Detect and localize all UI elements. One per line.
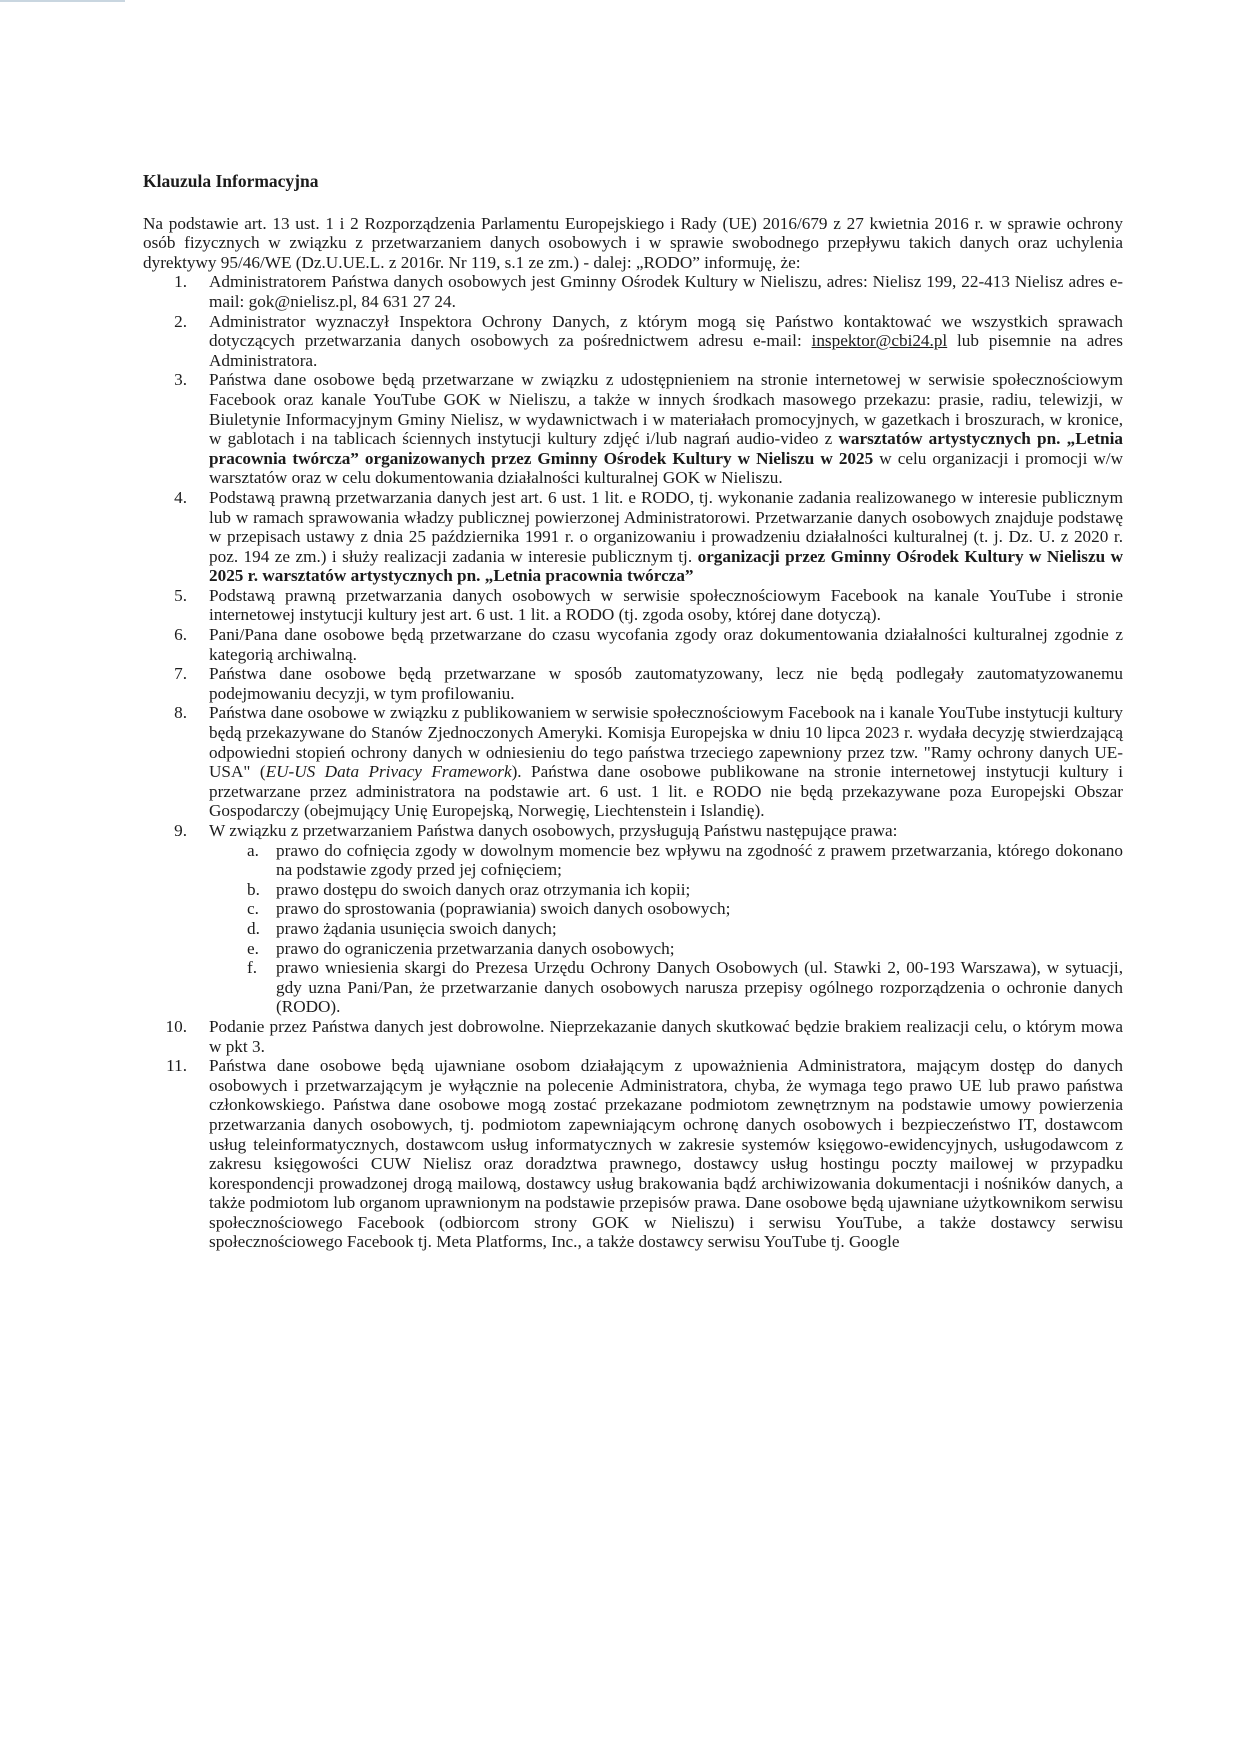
clause-item-1 <box>143 272 1123 311</box>
right-text: prawo żądania usunięcia swoich danych; <box>276 918 557 938</box>
framework-name-italic: EU-US Data Privacy Framework <box>265 762 512 782</box>
clause-text: Pani/Pana dane osobowe będą przetwarzane do czasu wycofania zgody oraz dokumentowania działalności kulturalnej zgodnie z kategorią archiwalną. <box>209 625 1123 664</box>
clause-text: ). Państwa dane osobowe publikowane na stronie internetowej instytucji kultury i przetwarzane przez administratora na podstawie art. 6 ust. 1 lit. e RODO nie będą przekazywane poza Europejski Obszar Gospodarczy (obejmujący Unię Europejską, Norwegię, Liechtenstein i Islandię). <box>209 762 1123 821</box>
right-letter: a. <box>247 840 259 860</box>
clause-item-2 <box>143 312 1123 371</box>
right-item-c <box>209 899 1123 919</box>
right-item-e <box>209 939 1123 959</box>
clause-item-11 <box>143 1056 1123 1252</box>
clause-text: Administrator wyznaczył Inspektora Ochrony Danych, z którym mogą się Państwo kontaktować we wszystkich sprawach dotyczących przetwarzania danych osobowych za pośrednictwem adresu e-mail: <box>209 311 1123 351</box>
right-text: prawo dostępu do swoich danych oraz otrzymania ich kopii; <box>276 879 691 899</box>
clause-text: W związku z przetwarzaniem Państwa danych osobowych, przysługują Państwu następujące prawa: <box>209 821 898 840</box>
clause-number: 2. <box>174 311 187 331</box>
clause-item-7 <box>143 664 1123 703</box>
right-item-d <box>209 919 1123 939</box>
clause-text: Podstawą prawną przetwarzania danych jest art. 6 ust. 1 lit. e RODO, tj. wykonanie zadania realizowanego w interesie publicznym lub w ramach sprawowania władzy publicznej powierzonej Administratorowi. Przetwarzanie danych osobowych znajduje podstawę w przepisach ustawy z dnia 25 października 1991 r. o organizowaniu i prowadzeniu działalności kulturalnej (t. j. Dz. U. z 2020 r. poz. 194 ze zm.) i służy realizacji zadania w interesie publicznym tj. <box>209 487 1123 566</box>
right-letter: b. <box>247 879 260 899</box>
clause-item-10 <box>143 1017 1123 1056</box>
right-text: prawo do sprostowania (poprawiania) swoich danych osobowych; <box>276 899 731 919</box>
right-letter: d. <box>247 918 260 938</box>
workshop-name-bold: warsztatów artystycznych pn. „Letnia pracownia twórcza” organizowanych przez Gminny Ośrodek Kultury w Nieliszu w 2025 <box>209 429 1123 468</box>
clause-item-8 <box>143 703 1123 821</box>
clause-text: Państwa dane osobowe będą przetwarzane w związku z udostępnieniem na stronie internetowej w serwisie społecznościowym Facebook oraz kanale YouTube GOK w Nieliszu, a także w innych środkach masowego przekazu: prasie, radiu, telewizji, w Biuletynie Informacyjnym Gminy Nielisz, w wydawnictwach i w materiałach promocyjnych, w gazetkach i broszurach, w kronice, w gablotach i na tablicach ściennych instytucji kultury zdjęć i/lub nagrań audio-video z <box>209 370 1123 449</box>
clause-item-9 <box>143 821 1123 1017</box>
right-item-a <box>209 841 1123 880</box>
right-item-f <box>209 958 1123 1017</box>
clause-text: lub pisemnie na adres Administratora. <box>209 331 1123 370</box>
clause-number: 5. <box>174 585 187 605</box>
document-page <box>143 172 1123 1252</box>
right-text: prawo do ograniczenia przetwarzania danych osobowych; <box>276 938 675 958</box>
clause-number: 3. <box>174 370 187 390</box>
clause-number: 7. <box>174 664 187 684</box>
document-title: Klauzula Informacyjna <box>143 171 319 191</box>
inspector-email-link[interactable]: inspektor@cbi24.pl <box>811 331 948 351</box>
clause-number: 4. <box>174 487 187 507</box>
clause-item-6 <box>143 625 1123 664</box>
clause-number: 11. <box>166 1056 187 1076</box>
clause-number: 9. <box>174 821 187 840</box>
clause-text: Państwa dane osobowe będą przetwarzane w sposób zautomatyzowany, lecz nie będą podlegały zautomatyzowanemu podejmowaniu decyzji, w tym profilowaniu. <box>209 664 1123 703</box>
clause-item-5 <box>143 586 1123 625</box>
clause-list <box>143 272 1123 1252</box>
clause-text: Administratorem Państwa danych osobowych jest Gminny Ośrodek Kultury w Nieliszu, adres: Nielisz 199, 22-413 Nielisz adres e-mail: gok@nielisz.pl, 84 631 27 24. <box>209 272 1123 311</box>
clause-item-3 <box>143 370 1123 488</box>
workshop-name-bold: organizacji przez Gminny Ośrodek Kultury w Nieliszu w 2025 r. warsztatów artystycznych pn. „Letnia pracownia twórcza” <box>209 546 1123 586</box>
right-text: prawo wniesienia skargi do Prezesa Urzędu Ochrony Danych Osobowych (ul. Stawki 2, 00-193 Warszawa), w sytuacji, gdy uzna Pani/Pan, że przetwarzanie danych osobowych narusza przepisy ogólnego rozporządzenia o ochronie danych (RODO). <box>276 958 1123 1017</box>
clause-number: 6. <box>174 625 187 645</box>
right-text: prawo do cofnięcia zgody w dowolnym momencie bez wpływu na zgodność z prawem przetwarzania, którego dokonano na podstawie zgody przed jej cofnięciem; <box>276 840 1123 880</box>
right-letter: e. <box>247 938 259 958</box>
right-item-b <box>209 880 1123 900</box>
rights-list <box>209 841 1123 1017</box>
clause-number: 8. <box>174 703 187 723</box>
clause-text: w celu organizacji i promocji w/w warsztatów oraz w celu dokumentowania działalności kulturalnej GOK w Nieliszu. <box>209 448 1123 488</box>
right-letter: c. <box>247 899 259 919</box>
right-letter: f. <box>247 958 258 978</box>
clause-text: Państwa dane osobowe będą ujawniane osobom działającym z upoważnienia Administratora, mającym dostęp do danych osobowych i przetwarzającym je wyłącznie na polecenie Administratora, chyba, że wymaga tego prawo UE lub prawo państwa członkowskiego. Państwa dane osobowe mogą zostać przekazane podmiotom zewnętrznym na podstawie umowy powierzenia przetwarzania danych osobowych, tj. podmiotom zapewniającym ochronę danych osobowych i bezpieczeństwo IT, dostawcom usług teleinformatycznych, dostawcom usług informatycznych w zakresie systemów księgowo-ewidencyjnych, usługodawcom z zakresu księgowości CUW Nielisz oraz doradztwa prawnego, dostawcy usług hostingu poczty mailowej w przypadku korespondencji prowadzonej drogą mailową, dostawcy usług brakowania bądź archiwizowania dokumentacji i nośników danych, a także podmiotom lub organom uprawnionym na podstawie przepisów prawa. Dane osobowe będą ujawniane użytkownikom serwisu społecznościowego Facebook (odbiorcom strony GOK w Nieliszu) i serwisu YouTube, a także dostawcy serwisu społecznościowego Facebook tj. Meta Platforms, Inc., a także dostawcy serwisu YouTube tj. Google <box>209 1056 1123 1252</box>
clause-text: Podstawą prawną przetwarzania danych osobowych w serwisie społecznościowym Facebook na kanale YouTube i stronie internetowej instytucji kultury jest art. 6 ust. 1 lit. a RODO (tj. zgoda osoby, której dane dotyczą). <box>209 585 1123 625</box>
intro-paragraph: Na podstawie art. 13 ust. 1 i 2 Rozporządzenia Parlamentu Europejskiego i Rady (UE) 2016/679 z 27 kwietnia 2016 r. w sprawie ochrony osób fizycznych w związku z przetwarzaniem danych osobowych i w sprawie swobodnego przepływu takich danych oraz uchylenia dyrektywy 95/46/WE (Dz.U.UE.L. z 2016r. Nr 119, s.1 ze zm.) - dalej: „RODO” informuję, że: <box>143 213 1123 272</box>
clause-number: 1. <box>174 272 187 292</box>
clause-number: 10. <box>165 1016 187 1036</box>
clause-text: Podanie przez Państwa danych jest dobrowolne. Nieprzekazanie danych skutkować będzie brakiem realizacji celu, o którym mowa w pkt 3. <box>209 1016 1123 1056</box>
clause-item-4 <box>143 488 1123 586</box>
clause-text: Państwa dane osobowe w związku z publikowaniem w serwisie społecznościowym Facebook na i kanale YouTube instytucji kultury będą przekazywane do Stanów Zjednoczonych Ameryki. Komisja Europejska w dniu 10 lipca 2023 r. wydała decyzję stwierdzającą odpowiedni stopień ochrony danych w odniesieniu do tego państwa trzeciego zapewniony przez tzw. "Ramy ochrony danych UE-USA" ( <box>209 703 1123 782</box>
scan-edge-artifact <box>0 0 125 2</box>
